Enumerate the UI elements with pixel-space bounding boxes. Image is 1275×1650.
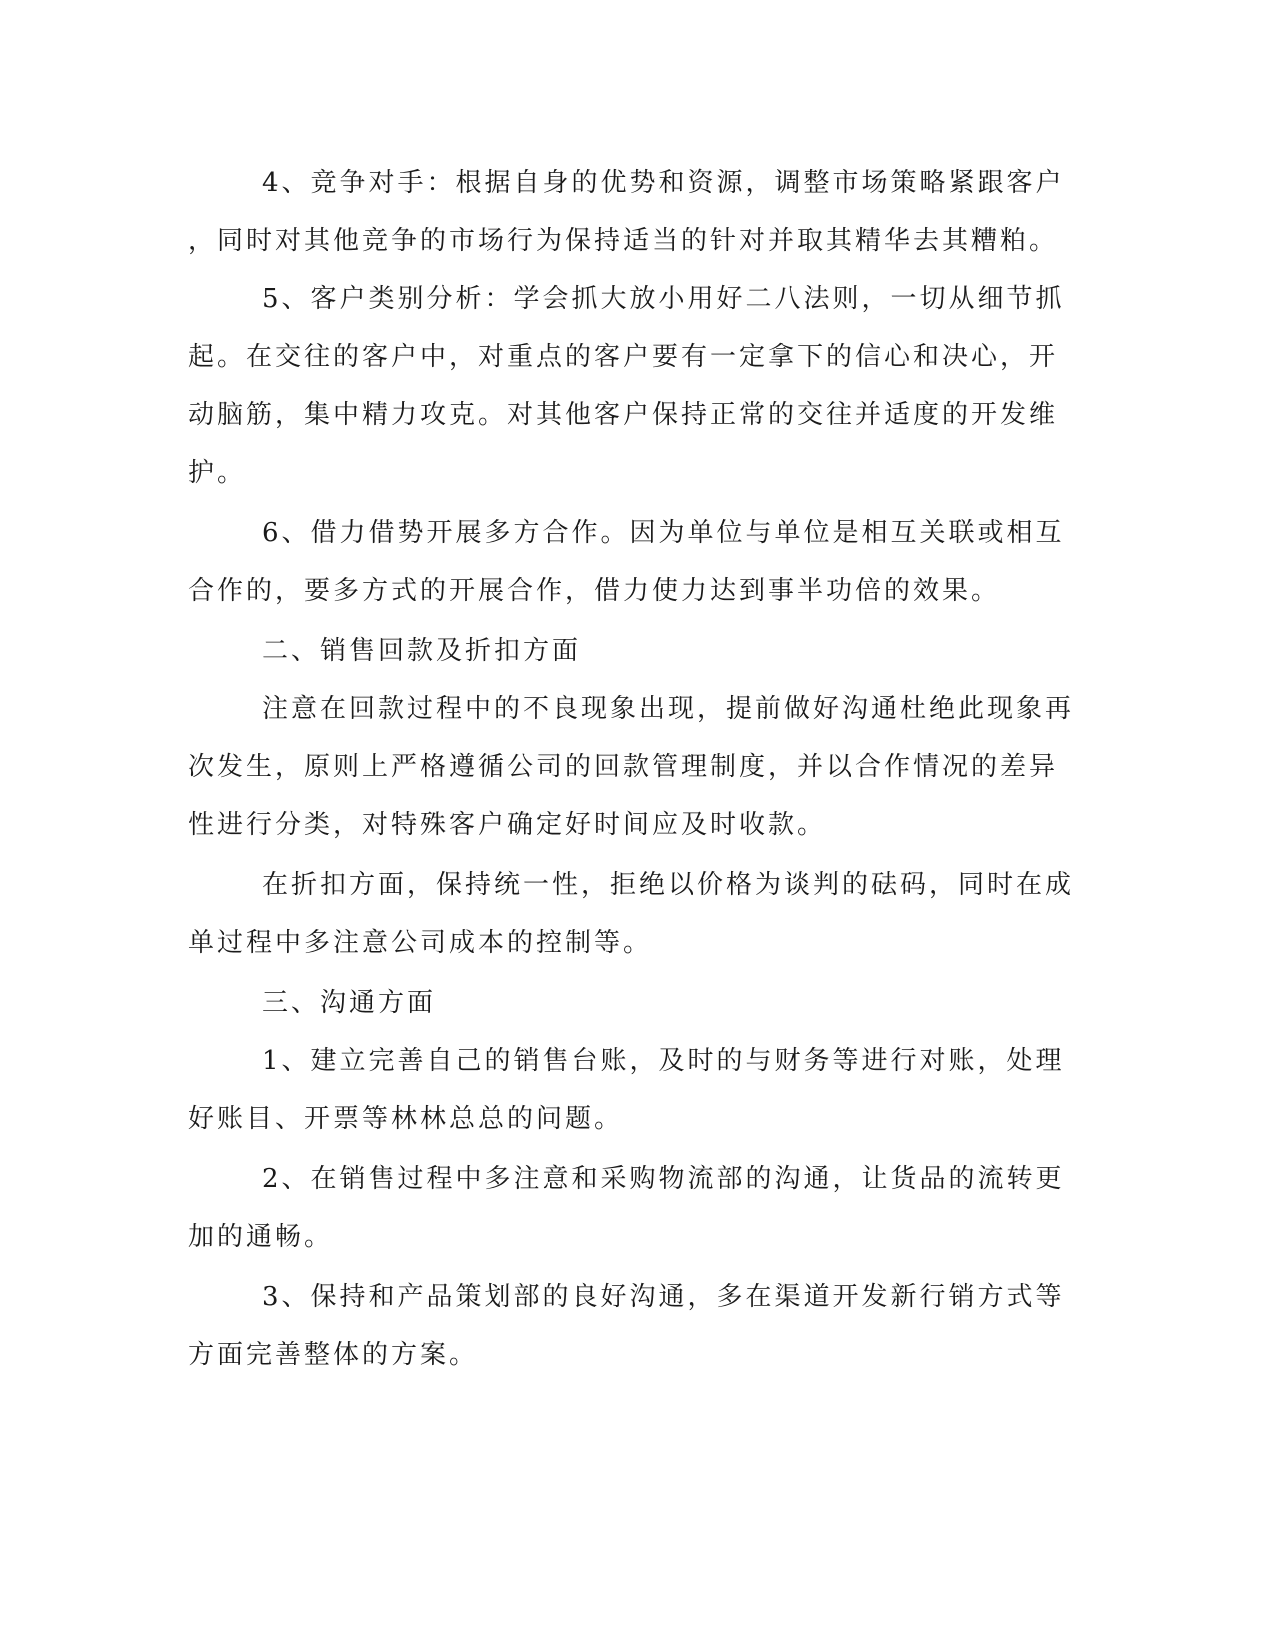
paragraph-line: ，同时对其他竞争的市场行为保持适当的针对并取其精华去其糟粕。 [188, 226, 1059, 256]
paragraph-line: 方面完善整体的方案。 [188, 1340, 479, 1370]
paragraph-line: 6、借力借势开展多方合作。因为单位与单位是相互关联或相互 [262, 518, 1065, 548]
paragraph-line: 3、保持和产品策划部的良好沟通，多在渠道开发新行销方式等 [262, 1282, 1065, 1312]
paragraph-line: 加的通畅。 [188, 1222, 334, 1252]
paragraph-line: 在折扣方面，保持统一性，拒绝以价格为谈判的砝码，同时在成 [262, 870, 1075, 900]
paragraph-line: 动脑筋，集中精力攻克。对其他客户保持正常的交往并适度的开发维 [188, 400, 1059, 430]
paragraph-line: 1、建立完善自己的销售台账，及时的与财务等进行对账，处理 [262, 1046, 1065, 1076]
paragraph-line: 好账目、开票等林林总总的问题。 [188, 1104, 624, 1134]
paragraph-line: 2、在销售过程中多注意和采购物流部的沟通，让货品的流转更 [262, 1164, 1065, 1194]
paragraph-line: 起。在交往的客户中，对重点的客户要有一定拿下的信心和决心，开 [188, 342, 1059, 372]
paragraph-line: 性进行分类，对特殊客户确定好时间应及时收款。 [188, 810, 827, 840]
paragraph-line: 5、客户类别分析：学会抓大放小用好二八法则，一切从细节抓 [262, 284, 1065, 314]
paragraph-line: 合作的，要多方式的开展合作，借力使力达到事半功倍的效果。 [188, 576, 1001, 606]
paragraph-line: 注意在回款过程中的不良现象出现，提前做好沟通杜绝此现象再 [262, 694, 1075, 724]
paragraph-line: 护。 [188, 458, 247, 488]
paragraph-line: 单过程中多注意公司成本的控制等。 [188, 928, 653, 958]
section-heading: 二、销售回款及折扣方面 [262, 636, 582, 666]
paragraph-line: 4、竞争对手：根据自身的优势和资源，调整市场策略紧跟客户 [262, 168, 1065, 198]
section-heading: 三、沟通方面 [262, 988, 437, 1018]
paragraph-line: 次发生，原则上严格遵循公司的回款管理制度，并以合作情况的差异 [188, 752, 1059, 782]
